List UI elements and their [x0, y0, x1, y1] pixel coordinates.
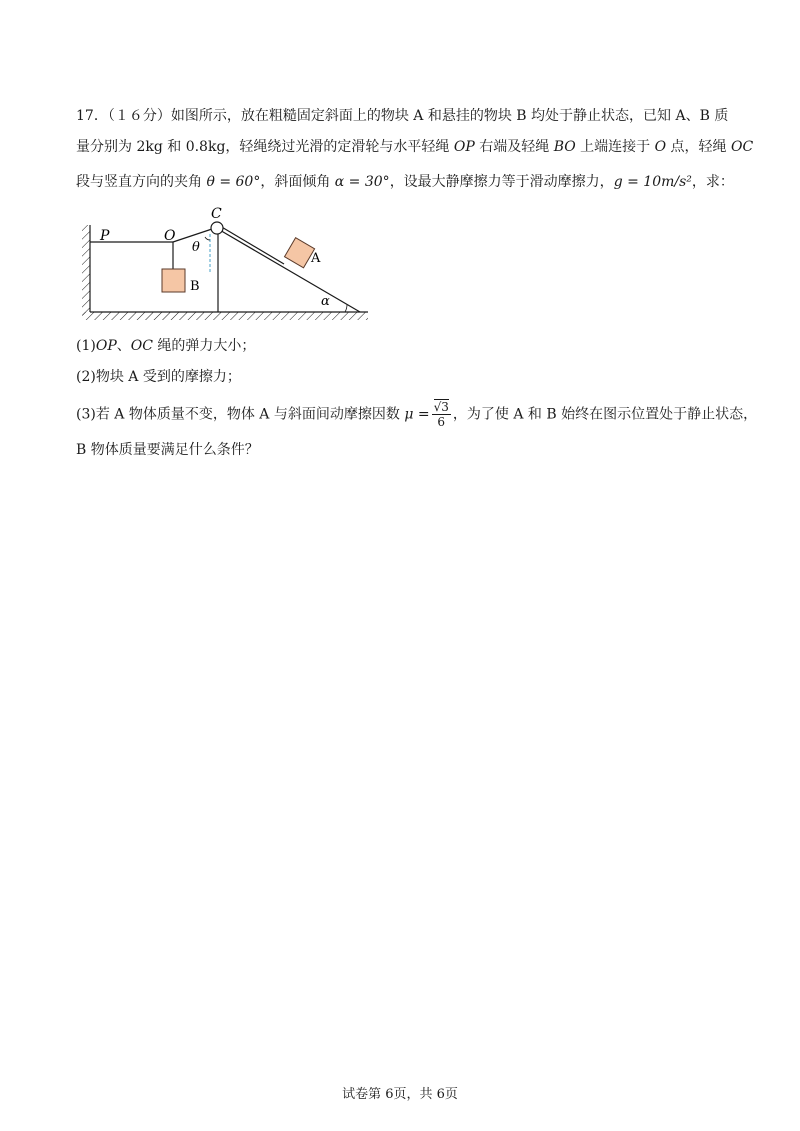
label-theta: θ	[192, 240, 200, 255]
incline-surface	[218, 229, 360, 312]
question-text-2b: 右端及轻绳	[474, 139, 554, 155]
gravity-value: g = 10m/s²	[613, 174, 692, 190]
subquestion-2	[76, 367, 736, 387]
label-alpha: α	[321, 294, 330, 309]
pulley	[211, 222, 223, 234]
sub2-text: (2)物块 A 受到的摩擦力；	[76, 369, 241, 385]
question-score: （１６分）	[107, 108, 171, 124]
ground-hatching	[82, 312, 368, 320]
page-footer: 试卷第 6页，共 6页	[342, 1087, 458, 1102]
question-text-2c: 上端连接于	[575, 139, 655, 155]
label-a: A	[311, 251, 321, 266]
var-oc: OC	[731, 139, 754, 155]
mu-numerator: √3	[433, 400, 449, 414]
mu-symbol: μ =	[404, 406, 430, 423]
subquestion-1	[76, 336, 736, 356]
rope-ca	[215, 223, 284, 264]
label-c: C	[211, 206, 222, 222]
sub1-var-oc: OC	[130, 338, 153, 354]
label-o: O	[164, 228, 176, 244]
sub3-text-b: ，为了使 A 和 B 始终在图示位置处于静止状态，	[452, 406, 758, 423]
label-p: P	[100, 228, 110, 244]
question-text-3a: 段与竖直方向的夹角	[76, 174, 207, 190]
question-text-1: 如图所示，放在粗糙固定斜面上的物块 A 和悬挂的物块 B 均处于静止状态，已知 A、B 质	[170, 108, 729, 124]
question-line-2	[76, 137, 754, 157]
sub3-text-c: B 物体质量要满足什么条件？	[76, 442, 259, 458]
question-text-2d: 点，轻绳	[666, 139, 732, 155]
sub3-text-a: (3)若 A 物体质量不变，物体 A 与斜面间动摩擦因数	[76, 406, 405, 423]
sub1-prefix: (1)	[76, 338, 96, 354]
alpha-arc	[345, 304, 347, 312]
question-text-3d: ，求：	[691, 174, 734, 190]
var-op: OP	[453, 139, 475, 155]
mu-denominator: 6	[437, 415, 446, 429]
sub1-sep: 、	[116, 338, 131, 354]
theta-arc	[205, 237, 210, 240]
question-number: 17．	[76, 108, 108, 124]
label-b: B	[190, 279, 200, 294]
question-line-3	[76, 172, 736, 192]
var-o: O	[654, 139, 667, 155]
subquestion-3-continued	[76, 440, 736, 460]
alpha-value: α = 30°	[334, 174, 390, 190]
question-text-2a: 量分别为 2kg 和 0.8kg，轻绳绕过光滑的定滑轮与水平轻绳	[76, 139, 454, 155]
question-text-3b: ，斜面倾角	[260, 174, 335, 190]
question-text-3c: ，设最大静摩擦力等于滑动摩擦力，	[389, 174, 614, 190]
sub1-text: 绳的弹力大小；	[152, 338, 256, 354]
mu-fraction	[432, 400, 451, 429]
wall-hatching	[82, 225, 90, 315]
sub1-var-op: OP	[95, 338, 117, 354]
theta-value: θ = 60°	[206, 174, 261, 190]
subquestion-3	[76, 400, 758, 429]
var-bo: BO	[553, 139, 576, 155]
physics-figure	[70, 200, 380, 330]
block-b	[162, 269, 185, 292]
question-line-1	[76, 106, 736, 126]
